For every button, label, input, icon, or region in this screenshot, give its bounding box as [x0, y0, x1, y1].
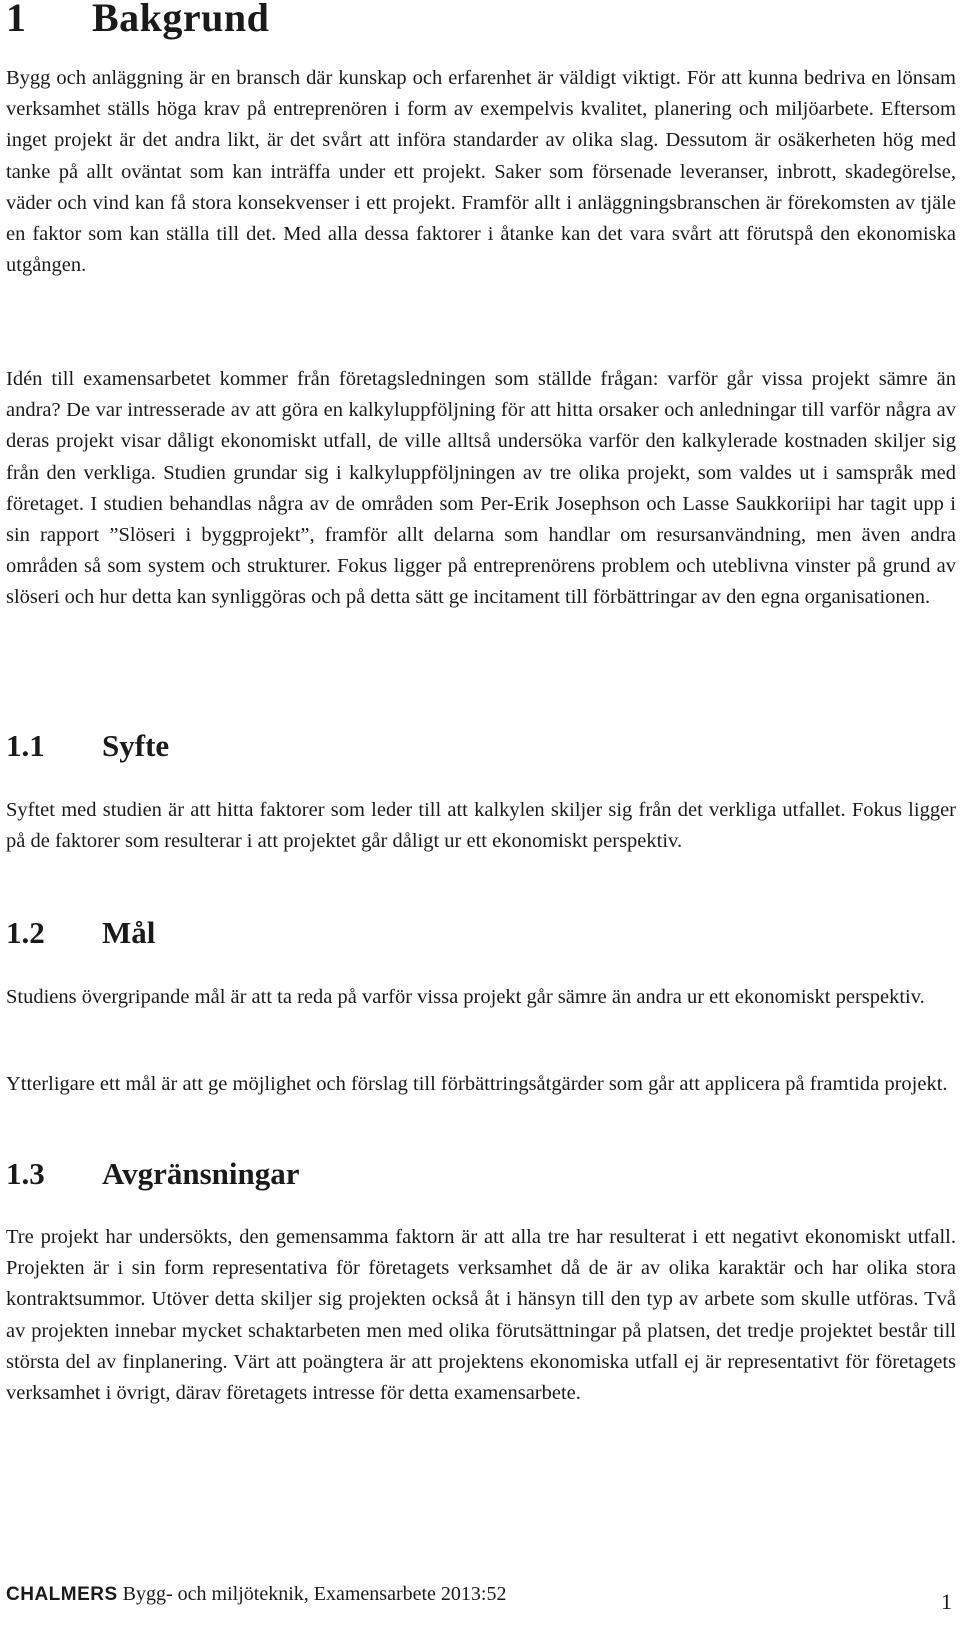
- chapter-number: 1: [6, 0, 27, 40]
- section-number: 1.1: [6, 728, 45, 763]
- page-footer: [6, 1583, 952, 1614]
- section-title: Syfte: [102, 728, 170, 763]
- paragraph-mal-1: Studiens övergripande mål är att ta reda på varför vissa projekt går sämre än andra ur ett ekonomiskt perspektiv.: [6, 986, 925, 1008]
- chapter-heading: [6, 0, 269, 41]
- section-number: 1.3: [6, 1156, 45, 1191]
- paragraph-avgransningar: Tre projekt har undersökts, den gemensamma faktorn är att alla tre har resulterat i ett negativt ekonomiskt utfall. Projekten är i sin form representativa för företagets verksamhet då de är av olika karaktär och har olika stora kontraktsummor. Utöver detta skiljer sig projekten också åt i hänsyn till den typ av arbete som skulle utföras. Två av projekten innebar mycket schaktarbeten men med olika förutsättningar på platsen, det tredje projektet består till största del av finplanering. Värt att poängtera är att projektens ekonomiska utfall ej är representativt för företagets verksamhet i övrigt, därav företagets intresse för detta examensarbete.: [6, 1226, 956, 1405]
- section-heading-avgransningar: [6, 1156, 300, 1192]
- section-heading-mal: [6, 915, 155, 951]
- section-number: 1.2: [6, 915, 45, 950]
- section-title: Avgränsningar: [102, 1156, 300, 1191]
- footer-text: Bygg- och miljöteknik, Examensarbete 2013:52: [117, 1583, 507, 1605]
- paragraph-background-2: Idén till examensarbetet kommer från företagsledningen som ställde frågan: varför går vissa projekt sämre än andra? De var intresserade av att göra en kalkyluppföljning för att hitta orsaker och anledningar till varför några av deras projekt visar dåligt ekonomiskt utfall, de ville alltså undersöka varför den kalkylerade kostnaden skiljer sig från den verkliga. Studien grundar sig i kalkyluppföljningen av tre olika projekt, som valdes ut i samspråk med företaget. I studien behandlas några av de områden som Per-Erik Josephson och Lasse Saukkoriipi har tagit upp i sin rapport ”Slöseri i byggprojekt”, framför allt delarna som handlar om resursanvändning, men även andra områden så som system och strukturer. Fokus ligger på entreprenörens problem och uteblivna vinster på grund av slöseri och hur detta kan synliggöras och på detta sätt ge incitament till förbättringar av den egna organisationen.: [6, 368, 956, 609]
- paragraph-background-1: Bygg och anläggning är en bransch där kunskap och erfarenhet är väldigt viktigt. För att kunna bedriva en lönsam verksamhet ställs höga krav på entreprenören i form av exempelvis kvalitet, planering och miljöarbete. Eftersom inget projekt är det andra likt, är det svårt att införa standarder av olika slag. Dessutom är osäkerheten hög med tanke på allt oväntat som kan inträffa under ett projekt. Saker som försenade leveranser, inbrott, skadegörelse, väder och vind kan få stora konsekvenser i ett projekt. Framför allt i anläggningsbranschen är förekomsten av tjäle en faktor som kan ställa till det. Med alla dessa faktorer i åtanke kan det vara svårt att förutspå den ekonomiska utgången.: [6, 67, 956, 277]
- chapter-title: Bakgrund: [92, 0, 270, 40]
- paragraph-mal-2: Ytterligare ett mål är att ge möjlighet och förslag till förbättringsåtgärder som går att applicera på framtida projekt.: [6, 1073, 948, 1095]
- page-number: 1: [941, 1589, 952, 1614]
- section-title: Mål: [102, 915, 156, 950]
- paragraph-syfte: Syftet med studien är att hitta faktorer som leder till att kalkylen skiljer sig från det verkliga utfallet. Fokus ligger på de faktorer som resulterar i att projektet går dåligt ur ett ekonomiskt perspektiv.: [6, 799, 956, 853]
- section-heading-syfte: [6, 728, 169, 764]
- footer-brand: CHALMERS: [6, 1584, 118, 1605]
